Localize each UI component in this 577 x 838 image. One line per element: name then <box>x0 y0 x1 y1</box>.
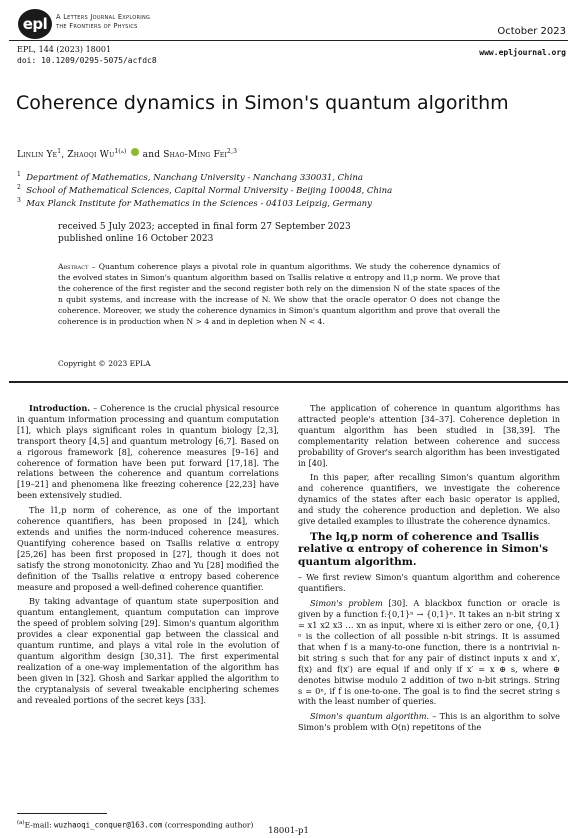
published-date: published online 16 October 2023 <box>58 234 214 244</box>
journal-logo: epl <box>18 9 52 39</box>
section-heading: The lq,p norm of coherence and Tsallis relative α entropy of coherence in Simon's quantum algorithm. <box>298 530 549 568</box>
footnote-rule <box>17 813 107 814</box>
copyright: Copyright © 2023 EPLA <box>58 359 151 368</box>
footnote: $^{(a)}$E-mail: wuzhaoqi_conquer@163.com (corresponding author) <box>17 820 254 830</box>
journal-url[interactable]: www.epljournal.org <box>479 48 566 57</box>
paper-title: Coherence dynamics in Simon's quantum algorithm <box>16 92 509 114</box>
author-list: Linlin Ye$^1$, Zhaoqi $Wu^{1(a)}$ and Shao-Ming Fei$^{2,3}$ <box>17 148 238 160</box>
right-paragraph-2: In this paper, after recalling Simon's quantum algorithm and coherence quantifiers, we investigate the coherence dynamics of the states after each basic operator is applied, and study the coherence production and depletion. We also give detailed examples to illustrate the coherence dynamics. <box>298 472 560 527</box>
simons-algorithm-label: Simon's quantum algorithm. <box>310 711 430 722</box>
author-1: Linlin Ye <box>17 150 58 160</box>
left-column <box>17 403 279 709</box>
affiliation-2: $^2$ School of Mathematical Sciences, Capital Normal University - Beijing 100048, China <box>17 184 393 196</box>
author-2: Zhaoqi Wu <box>67 150 115 160</box>
tagline-line-2: the Frontiers of Physics <box>56 22 138 30</box>
simons-problem-paragraph: Simon's problem [30]. A blackbox function or oracle is given by a function f:{0,1}ⁿ → {0,1}ⁿ. It takes an n-bit string x = x1 x2 x3 … xn as input, where xi is either zero or one, {0,1}ⁿ is the collection of all possible n-bit strings. It is assumed that when f is a many-to-one function, there is a nontrivial n-bit string s such that for any pair of distinct inputs x and x′, f(x) and f(x′) are equal if and only if x′ = x ⊕ s, where ⊕ denotes bitwise modulo 2 addition of two n-bit strings. String s = 0ⁿ, if f is one-to-one. The goal is to find the secret string s with the least number of queries. <box>298 598 560 707</box>
doi: doi: 10.1209/0295-5075/acfdc8 <box>17 56 157 65</box>
intro-paragraph-1: Introduction. – Coherence is the crucial physical resource in quantum information processing and quantum computation [1], which plays significant roles in quantum biology [2,3], transport theory [4,5] and quantum metrology [6,7]. Based on a rigorous framework [8], coherence measures [9–16] and coherence of formation have been put forward [17,18]. The relations between the coherence and quantum correlations [19–21] and phenomena like freezing coherence [22,23] have been extensively studied. <box>17 403 279 501</box>
issue-date: October 2023 <box>497 26 566 37</box>
intro-paragraph-3: By taking advantage of quantum state superposition and quantum entanglement, quantum computation can improve the speed of problem solving [29]. Simon's quantum algorithm provides a clear exponential gap between the classical and quantum runtime, and plays a vital role in the evolution of quantum algorithm design [30,31]. The first experimental realization of a one-way implementation of the algorithm has been given in [32]. Ghosh and Sarkar applied the algorithm to the cryptanalysis of several tweakable enciphering schemes and revealed portions of the secret keys [33]. <box>17 596 279 705</box>
section-intro: – We first review Simon's quantum algorithm and coherence quantifiers. <box>298 572 560 594</box>
affiliation-1: $^1$ Department of Mathematics, Nanchang University - Nanchang 330031, China <box>17 171 363 183</box>
orcid-icon[interactable] <box>131 148 139 156</box>
received-date: received 5 July 2023; accepted in final form 27 September 2023 <box>58 222 351 232</box>
journal-tagline <box>56 13 150 31</box>
page-number: 18001-p1 <box>268 826 309 836</box>
corresponding-email[interactable]: wuzhaoqi_conquer@163.com <box>54 820 163 830</box>
intro-paragraph-2: The l1,p norm of coherence, as one of the important coherence quantifiers, has been proposed in [24], which extends and unifies the norm-induced coherence measures. Quantifying coherence based on Tsallis relative α entropy [25,26] has been first proposed in [27], though it does not satisfy the strong monotonicity. Zhao and Yu [28] modified the definition of the Tsallis relative α entropy based coherence measure and proposed a well-defined coherence quantifier. <box>17 505 279 592</box>
author-3: Shao-Ming Fei <box>163 150 228 160</box>
right-column <box>298 403 560 737</box>
intro-heading: Introduction. <box>29 403 91 413</box>
right-paragraph-1: The application of coherence in quantum algorithms has attracted people's attention [34–37]. Coherence depletion in quantum algorithm has been studied in [38,39]. The complementarity relation between coherence and success probability of Grover's search algorithm has been investigated in [40]. <box>298 403 560 468</box>
header-rule <box>9 40 568 41</box>
simons-problem-label: Simon's problem <box>310 598 383 609</box>
abstract <box>58 262 500 327</box>
author-1-sup: 1 <box>57 148 62 155</box>
author-and: and <box>142 150 161 160</box>
simons-algorithm-paragraph: Simon's quantum algorithm. – This is an algorithm to solve Simon's problem with O(n) repetitons of the <box>298 711 560 733</box>
author-3-sup: 2,3 <box>227 148 238 155</box>
section-rule <box>9 381 568 383</box>
tagline-line-1: A Letters Journal Exploring <box>56 13 151 21</box>
affiliation-3: $^3$ Max Planck Institute for Mathematics in the Sciences - 04103 Leipzig, Germany <box>17 197 372 209</box>
abstract-text: – Quantum coherence plays a pivotal role in quantum algorithms. We study the coherence dynamics of the evolved states in Simon's quantum algorithm based on Tsallis relative α entropy and l1,p norm. We prove that the coherence of the first register and the second register both rely on the dimension N of the state spaces of the n qubit systems, and increase with the increase of N. We show that the oracle operator O does not change the coherence. Moreover, we study the coherence dynamics in Simon's quantum algorithm and prove that overall the coherence is in production when N > 4 and in depletion when N < 4. <box>58 262 500 326</box>
citation: EPL, 144 (2023) 18001 <box>17 45 112 54</box>
abstract-label: Abstract <box>58 262 89 271</box>
author-2-sup: 1(a) <box>114 148 127 155</box>
